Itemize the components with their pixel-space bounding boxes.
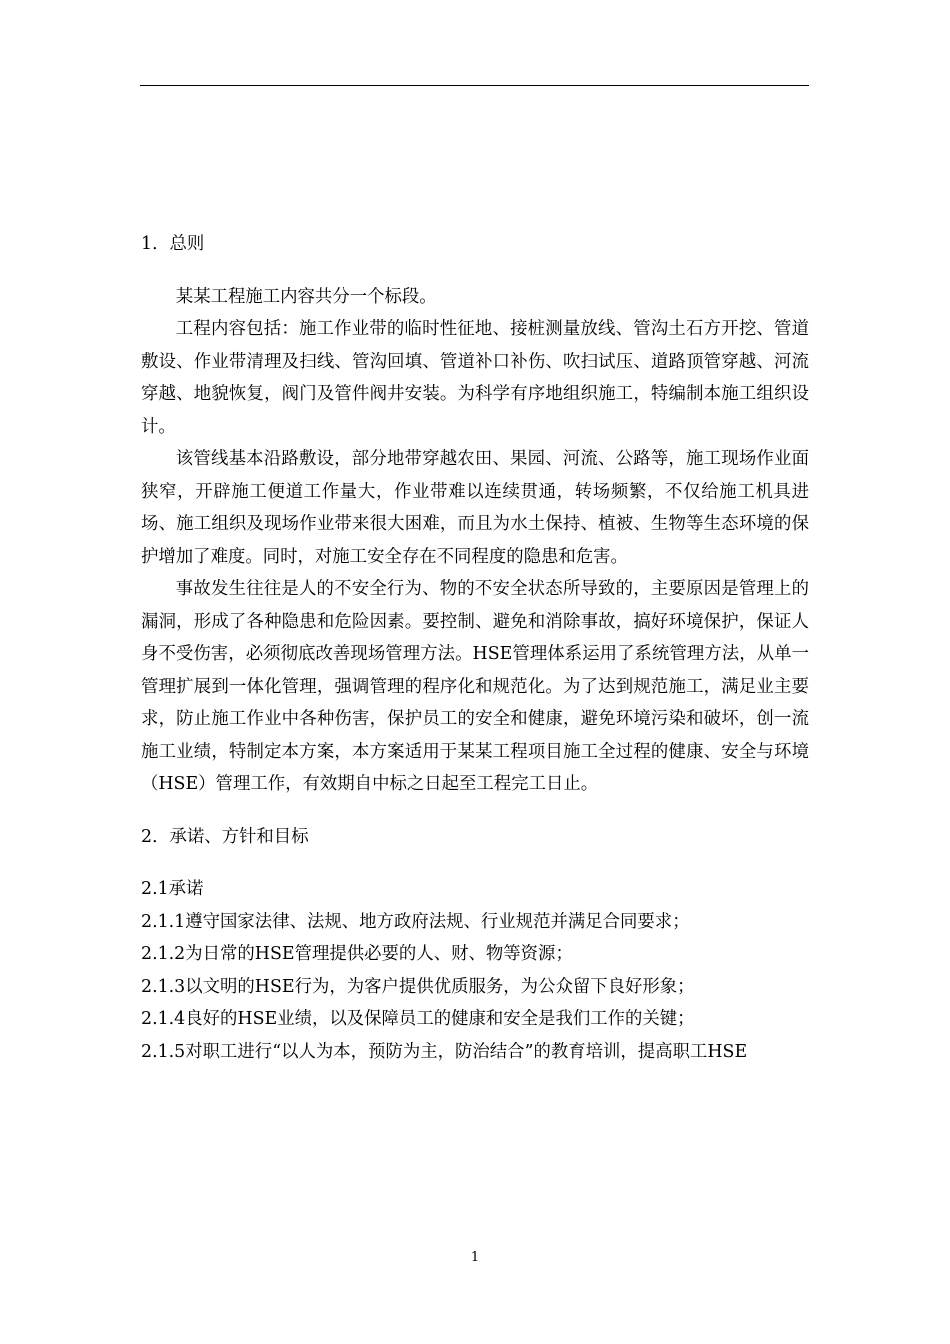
commitment-item: 2.1.1遵守国家法律、法规、地方政府法规、行业规范并满足合同要求； [141,911,690,932]
paragraph-project-content: 工程内容包括：施工作业带的临时性征地、接桩测量放线、管沟土石方开挖、管道敷设、作业带清理及扫线、管沟回填、管道补口补伤、吹扫试压、道路顶管穿越、河流穿越、地貌恢复，阀门及管件阀井安装。为科学有序地组织施工，特编制本施工组织设计。 [141,319,809,437]
paragraph-site-conditions: 该管线基本沿路敷设，部分地带穿越农田、果园、河流、公路等，施工现场作业面狭窄，开辟施工便道工作量大，作业带难以连续贯通，转场频繁，不仅给施工机具进场、施工组织及现场作业带来很大困难，而且为水土保持、植被、生物等生态环境的保护增加了难度。同时，对施工安全存在不同程度的隐患和危害。 [141,449,809,567]
subsection-heading-commitment: 2.1承诺 [141,879,204,899]
commitment-item: 2.1.5对职工进行“以人为本，预防为主，防治结合”的教育培训，提高职工HSE [141,1041,748,1062]
paragraph-scope-intro: 某某工程施工内容共分一个标段。 [175,286,437,307]
page-number: 1 [470,1250,480,1265]
commitment-item: 2.1.2为日常的HSE管理提供必要的人、财、物等资源； [141,944,573,964]
paragraph-hse-rationale: 事故发生往往是人的不安全行为、物的不安全状态所导致的，主要原因是管理上的漏洞，形成了各种隐患和危险因素。要控制、避免和消除事故，搞好环境保护，保证人身不受伤害，必须彻底改善现场管理方法。HSE管理体系运用了系统管理方法，从单一管理扩展到一体化管理，强调管理的程序化和规范化。为了达到规范施工，满足业主要求，防止施工作业中各种伤害，保护员工的安全和健康，避免环境污染和破坏，创一流施工业绩，特制定本方案，本方案适用于某某工程项目施工全过程的健康、安全与环境（HSE）管理工作，有效期自中标之日起至工程完工日止。 [141,579,809,794]
header-rule [140,85,809,86]
commitment-item: 2.1.4良好的HSE业绩，以及保障员工的健康和安全是我们工作的关键； [141,1009,695,1029]
section-heading-commitment: 2．承诺、方针和目标 [141,826,309,847]
document-body [141,228,809,1068]
section-heading-general: 1．总则 [141,234,205,254]
commitment-item: 2.1.3以文明的HSE行为，为客户提供优质服务，为公众留下良好形象； [141,976,695,997]
